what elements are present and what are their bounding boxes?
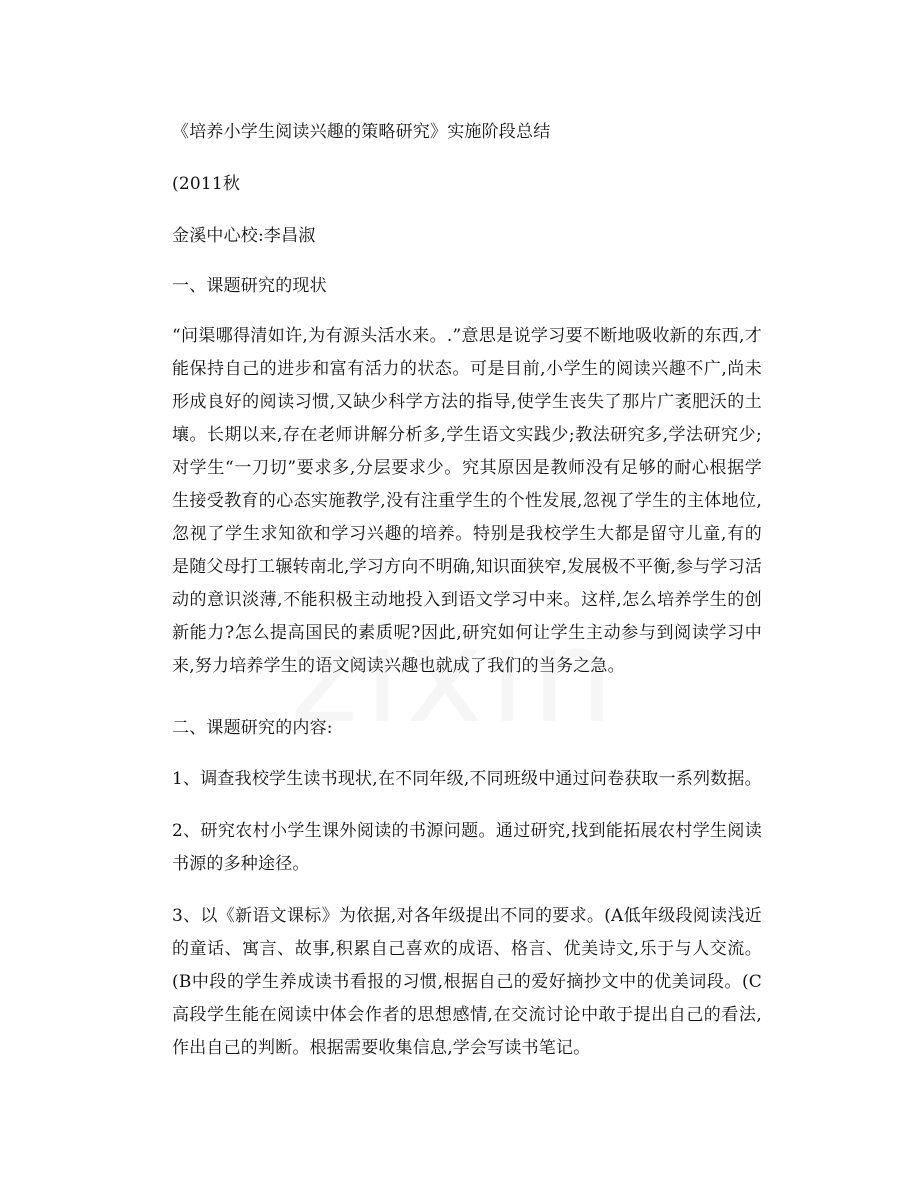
- section2-item-3: 3、以《新语文课标》为依据,对各年级提出不同的要求。(A低年级段阅读浅近的童话、寓言、故事,积累自己喜欢的成语、格言、优美诗文,乐于与人交流。(B中段的学生养成读书看报的习惯,根据自己的爱好摘抄文中的优美词段。(C高段学生能在阅读中体会作者的思想感情,在交流讨论中敢于提出自己的看法,作出自己的判断。根据需要收集信息,学会写读书笔记。: [172, 906, 762, 1058]
- section1-paragraph: “问渠哪得清如许,为有源头活水来。.”意思是说学习要不断地吸收新的东西,才能保持自己的进步和富有活力的状态。可是目前,小学生的阅读兴趣不广,尚未形成良好的阅读习惯,又缺少科学方法的指导,使学生丧失了那片广袤肥沃的土壤。长期以来,存在老师讲解分析多,学生语文实践少;教法研究多,学法研究少;对学生“一刀切”要求多,分层要求少。究其原因是教师没有足够的耐心根据学生接受教育的心态实施教学,没有注重学生的个性发展,忽视了学生的主体地位,忽视了学生求知欲和学习兴趣的培养。特别是我校学生大都是留守儿童,有的是随父母打工辗转南北,学习方向不明确,知识面狭窄,发展极不平衡,参与学习活动的意识淡薄,不能积极主动地投入到语文学习中来。这样,怎么培养学生的创新能力?怎么提高国民的素质呢?因此,研究如何让学生主动参与到阅读学习中来,努力培养学生的语文阅读兴趣也就成了我们的当务之急。: [172, 326, 763, 676]
- section2-heading: 二、课题研究的内容:: [172, 718, 333, 738]
- document-date: (2011秋: [172, 174, 241, 194]
- section2-item-1: 1、调查我校学生读书现状,在不同年级,不同班级中通过问卷获取一系列数据。: [172, 769, 762, 789]
- document-author: 金溪中心校:李昌淑: [172, 226, 316, 246]
- section1-heading: 一、课题研究的现状: [172, 276, 327, 296]
- section2-item-2: 2、研究农村小学生课外阅读的书源问题。通过研究,找到能拓展农村学生阅读书源的多种途径。: [172, 821, 762, 874]
- document-title: 《培养小学生阅读兴趣的策略研究》实施阶段总结: [172, 122, 551, 142]
